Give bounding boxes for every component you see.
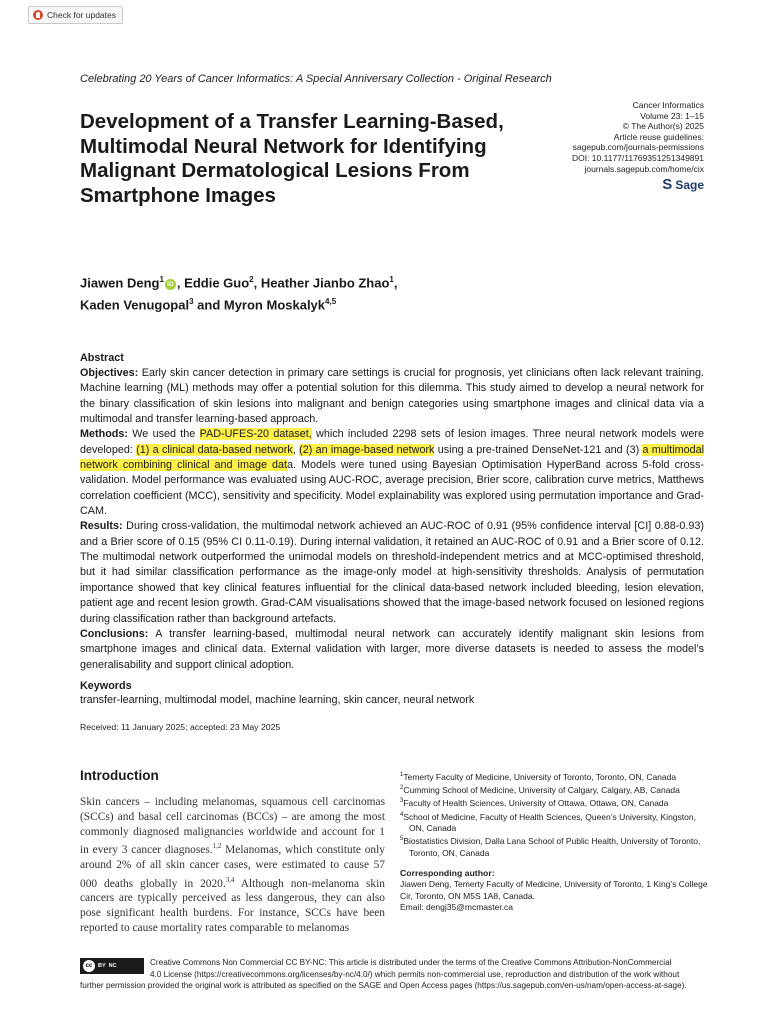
keywords-heading: Keywords: [80, 680, 132, 692]
affiliation-sup: 1: [400, 772, 404, 778]
affiliation-item: [400, 834, 710, 859]
highlight: (1) a clinical data-based network: [136, 443, 293, 456]
affiliation-text: Cumming School of Medicine, University of Calgary, Calgary, AB, Canada: [403, 785, 680, 796]
abstract-results: [80, 519, 704, 626]
publisher-name: Sage: [675, 178, 704, 193]
license-text-line1: Creative Commons Non Commercial CC BY-NC: This article is distributed under the terms of the Creative Commons Attribution-NonCommercial: [150, 958, 672, 967]
abstract-conclusions: [80, 627, 704, 673]
introduction-heading: Introduction: [80, 768, 159, 783]
abstract-methods: [80, 427, 704, 519]
affiliation-sup: 3: [400, 798, 404, 805]
author-affil-sup: 1: [159, 275, 164, 284]
objectives-text: Early skin cancer detection in primary care settings is crucial for prognosis, yet clinicians often lack relevant training. Machine learning (ML) methods may offer a potential solution for this dilemma. This study aimed to develop a neural network for the binary classification of skin lesions into malignant and benign categories using smartphone images and clinical data via a multimodal and transfer learning-based approach.: [80, 367, 704, 426]
copyright: © The Author(s) 2025: [622, 121, 704, 132]
affiliations: [400, 770, 710, 914]
license-text-line2: 4.0 License (https://creativecommons.org/licenses/by-nc/4.0/) which permits non-commercial use, reproduction and distribution of the work without: [150, 969, 680, 979]
author-name: Jiawen Deng: [80, 275, 160, 291]
corresponding-author: [400, 868, 710, 914]
abstract: [80, 351, 704, 673]
methods-label: Methods:: [80, 428, 128, 441]
author-affil-sup: 3: [189, 297, 194, 307]
affiliation-text: Temerty Faculty of Medicine, University of Toronto, Toronto, ON, Canada: [403, 771, 677, 782]
cc-icon: cc: [83, 960, 95, 972]
license-text-line3: further permission provided the original work is attributed as specified on the SAGE and Open Access pages (https://us.sagepub.com/en-us/nam/open-access-at-sage).: [80, 981, 687, 990]
affiliation-item: [400, 810, 710, 835]
volume: Volume 23: 1–15: [640, 110, 704, 121]
reuse-link[interactable]: sagepub.com/journals-permissions: [572, 142, 704, 153]
corresponding-heading: Corresponding author:: [400, 867, 495, 878]
keywords-text: transfer-learning, multimodal model, machine learning, skin cancer, neural network: [80, 694, 475, 706]
citation[interactable]: 3,4: [225, 875, 235, 884]
affiliation-sup: 4: [400, 811, 404, 818]
conclusions-text: A transfer learning-based, multimodal neural network can accurately identify malignant skin lesions from smartphone images and clinical data. External validation with larger, more diverse datasets is needed to assess the model’s generalisability and support clinical adoption.: [80, 627, 704, 671]
highlight: (2) an image-based network: [299, 443, 435, 456]
author-affil-sup: 1: [389, 275, 394, 284]
reuse-label: Article reuse guidelines:: [613, 131, 704, 142]
sage-s-icon: S: [662, 176, 673, 194]
methods-text: using a pre-trained DenseNet-121 and (3): [434, 443, 643, 456]
bookmark-icon: [33, 10, 43, 20]
author-name: Kaden Venugopal: [80, 297, 190, 313]
intro-text: Skin cancers – including melanomas, squamous cell carcinomas (SCCs) and basal cell carcinomas (BCCs) – are among the most commonly diagnosed malignancies worldwide and account for 1 in every 3 cancer diagnoses.: [80, 796, 385, 857]
affiliation-sup: 2: [400, 785, 404, 792]
affiliation-item: [400, 796, 710, 809]
citation[interactable]: 1,2: [212, 842, 222, 851]
article-title: Development of a Transfer Learning-Based, Multimodal Neural Network for Identifying Malignant Dermatological Lesions From Smartphone Images: [80, 110, 504, 207]
author-name: Eddie Guo: [184, 275, 250, 291]
objectives-label: Objectives:: [80, 367, 139, 379]
home-link[interactable]: journals.sagepub.com/home/cix: [584, 163, 704, 174]
methods-text: ,: [292, 443, 300, 456]
author-name: Myron Moskalyk: [223, 297, 326, 313]
keywords: [80, 679, 700, 707]
abstract-objectives: [80, 366, 704, 427]
nc-label: NC: [108, 963, 117, 969]
results-text: During cross-validation, the multimodal network achieved an AUC-ROC of 0.91 (95% confidence interval [CI] 0.88-0.93) and a Brier score of 0.15 (95% CI 0.11-0.19). During internal validation, it retained an AUC-ROC of 0.91 and a Brier score of 0.12. The multimodal network outperformed the unimodal models on threshold-independent metrics and at MCC-optimised threshold, but it had similar classification performance as the image-only model at high-sensitivity thresholds. Analysis of permutation importance showed that key clinical features influential for the clinical data-based network included bleeding, lesion elevation, patient age and recent lesion growth. Grad-CAM visualisations showed that the image-based network focused on lesioned regions during classification rather than background artefacts.: [80, 520, 704, 625]
affiliation-text: School of Medicine, Faculty of Health Sciences, Queen’s University, Kingston, ON, Canada: [403, 811, 696, 833]
affiliation-item: [400, 770, 710, 783]
check-for-updates-label: Check for updates: [47, 10, 116, 20]
doi[interactable]: DOI: 10.1177/11769351251349891: [571, 152, 704, 163]
abstract-heading: Abstract: [80, 352, 124, 364]
highlight: a multimodal network combining clinical and image dat: [80, 443, 704, 472]
author-affil-sup: 2: [249, 275, 254, 284]
author-list: Jiawen Deng$^1$iD , Eddie Guo$^2$, Heather Jianbo Zhao$^1$, Kaden Venugopal$^3$ and Myron Moskalyk$^{4,5}$: [80, 275, 398, 313]
affiliation-text: Faculty of Health Sciences, University of Ottawa, Ottawa, ON, Canada: [403, 798, 669, 809]
journal-name: Cancer Informatics: [632, 100, 704, 110]
methods-text: We used the: [132, 428, 200, 441]
corresponding-address: Jiawen Deng, Temerty Faculty of Medicine, University of Toronto, 1 King’s College Cir, Toronto, ON M5S 1A8, Canada.: [400, 879, 708, 901]
methods-text: which included 2298 sets of lesion images. Three neural network models were developed:: [80, 428, 705, 456]
cc-license-badge[interactable]: [80, 958, 144, 974]
affiliation-sup: 5: [400, 836, 404, 843]
received-accepted-dates: Received: 11 January 2025; accepted: 23 May 2025: [80, 722, 281, 732]
highlight: PAD-UFES-20 dataset,: [199, 428, 312, 441]
corresponding-email[interactable]: Email: dengj35@mcmaster.ca: [400, 902, 514, 913]
author-affil-sup: 4,5: [325, 297, 337, 307]
collection-line: Celebrating 20 Years of Cancer Informatics: A Special Anniversary Collection - Original Research: [80, 73, 552, 85]
journal-meta: [484, 100, 704, 194]
sage-logo: [484, 176, 704, 194]
intro-text: Melanomas, which constitute only around 2% of all skin cancer cases, were estimated to cause 57 000 deaths globally in 2020.: [80, 844, 385, 890]
methods-text: a. Models were tuned using Bayesian Optimisation HyperBand across 5-fold cross-validation. Model performance was evaluated using AUC-ROC, average precision, Brier score, calibration curve metrics, Matthews correlation coefficient (MCC), sensitivity and specificity. Model explainability was explored using permutation importance and Grad-CAM.: [80, 459, 704, 518]
results-label: Results:: [80, 520, 123, 533]
author-name: Heather Jianbo Zhao: [260, 275, 390, 291]
by-label: BY: [98, 963, 106, 969]
conclusions-label: Conclusions:: [80, 627, 149, 640]
affiliation-text: Biostatistics Division, Dalla Lana School of Public Health, University of Toronto, Toronto, ON, Canada: [403, 836, 701, 858]
introduction-paragraph: [80, 795, 385, 935]
orcid-icon[interactable]: iD: [165, 279, 176, 290]
intro-text: Although non-melanoma skin cancers are typically perceived as less dangerous, they can also pose significant health burdens. For instance, SCCs have been reported to cause mortality rates comparable to melanomas: [80, 877, 385, 934]
affiliation-item: [400, 783, 710, 796]
check-for-updates-badge[interactable]: [28, 6, 123, 24]
